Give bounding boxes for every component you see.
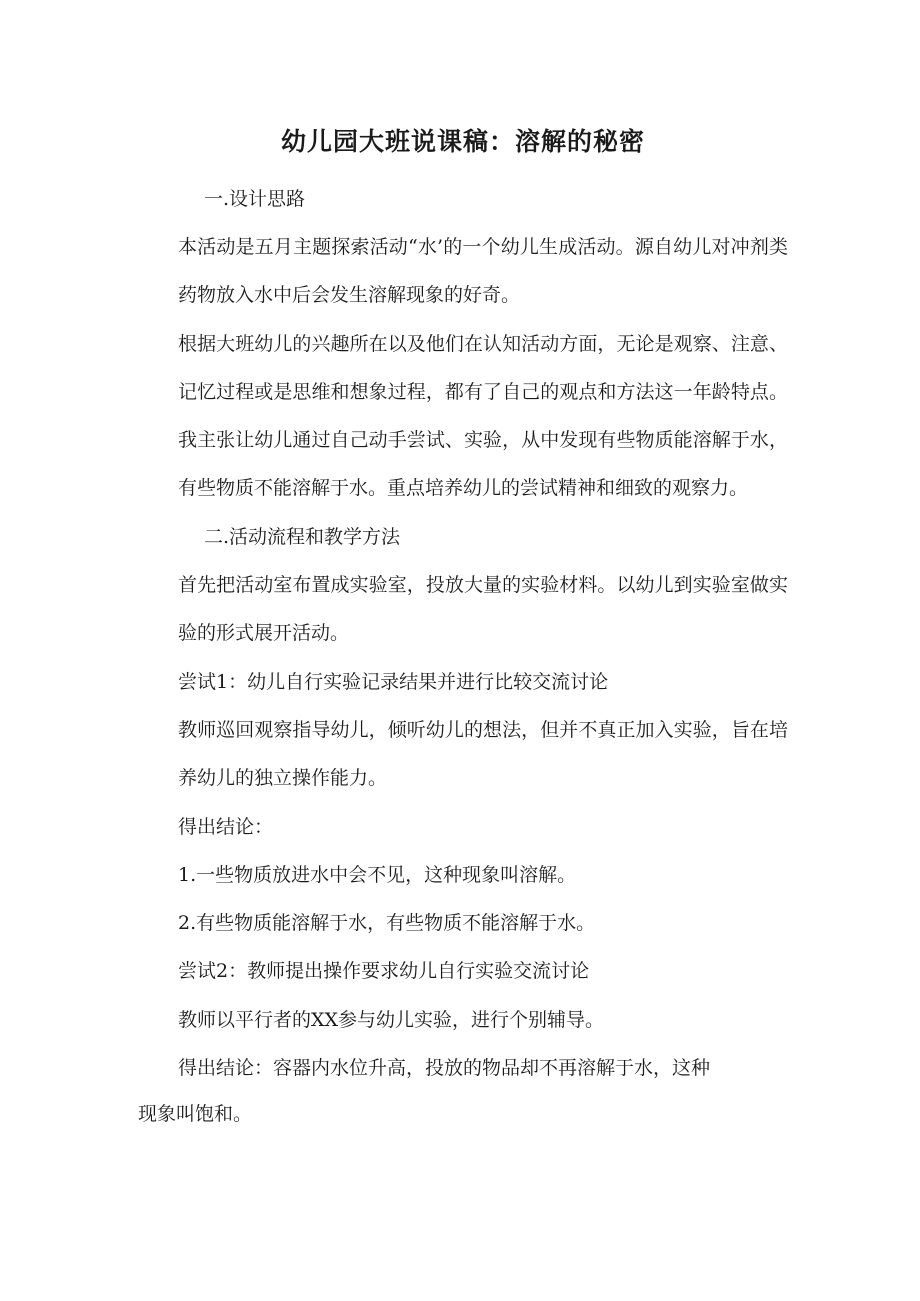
- paragraph-saturation: 得出结论：容器内水位升高，投放的物品却不再溶解于水，这种: [178, 1057, 711, 1079]
- paragraph-intro: 本活动是五月主题探索活动“水’的一个幼儿生成活动。源自幼儿对冲剂类药物放入水中后会发生溶解现象的好奇。: [178, 236, 788, 306]
- paragraph-attempt-1: 尝试1：幼儿自行实验记录结果并进行比较交流讨论: [178, 671, 609, 693]
- paragraph-conclusion-2: 2.有些物质能溶解于水，有些物质不能溶解于水。: [178, 912, 596, 934]
- paragraph-teacher-guidance: 教师以平行者的XX参与幼儿实验，进行个别辅导。: [178, 1009, 605, 1031]
- paragraph-teacher-role: 教师巡回观察指导幼儿，倾听幼儿的想法，但并不真正加入实验，旨在培养幼儿的独立操作能力。: [178, 719, 788, 789]
- paragraph-rationale: 根据大班幼儿的兴趣所在以及他们在认知活动方面，无论是观察、注意、记忆过程或是思维和想象过程，都有了自己的观点和方法这一年龄特点。我主张让幼儿通过自己动手尝试、实验，从中发现有些物质能溶解于水，有些物质不能溶解于水。重点培养幼儿的尝试精神和细致的观察力。: [178, 333, 788, 499]
- section-heading-process: 二.活动流程和教学方法: [204, 526, 401, 548]
- paragraph-conclusion-label: 得出结论：: [178, 816, 274, 838]
- paragraph-saturation-end: 现象叫饱和。: [138, 1103, 253, 1125]
- paragraph-setup: 首先把活动室布置成实验室，投放大量的实验材料。以幼儿到实验室做实验的形式展开活动。: [178, 574, 788, 644]
- paragraph-conclusion-1: 1.一些物质放进水中会不见，这种现象叫溶解。: [178, 864, 577, 886]
- document-title: 幼儿园大班说课稿：溶解的秘密: [280, 127, 645, 156]
- section-heading-design: 一.设计思路: [204, 188, 306, 210]
- paragraph-attempt-2: 尝试2：教师提出操作要求幼儿自行实验交流讨论: [178, 960, 590, 982]
